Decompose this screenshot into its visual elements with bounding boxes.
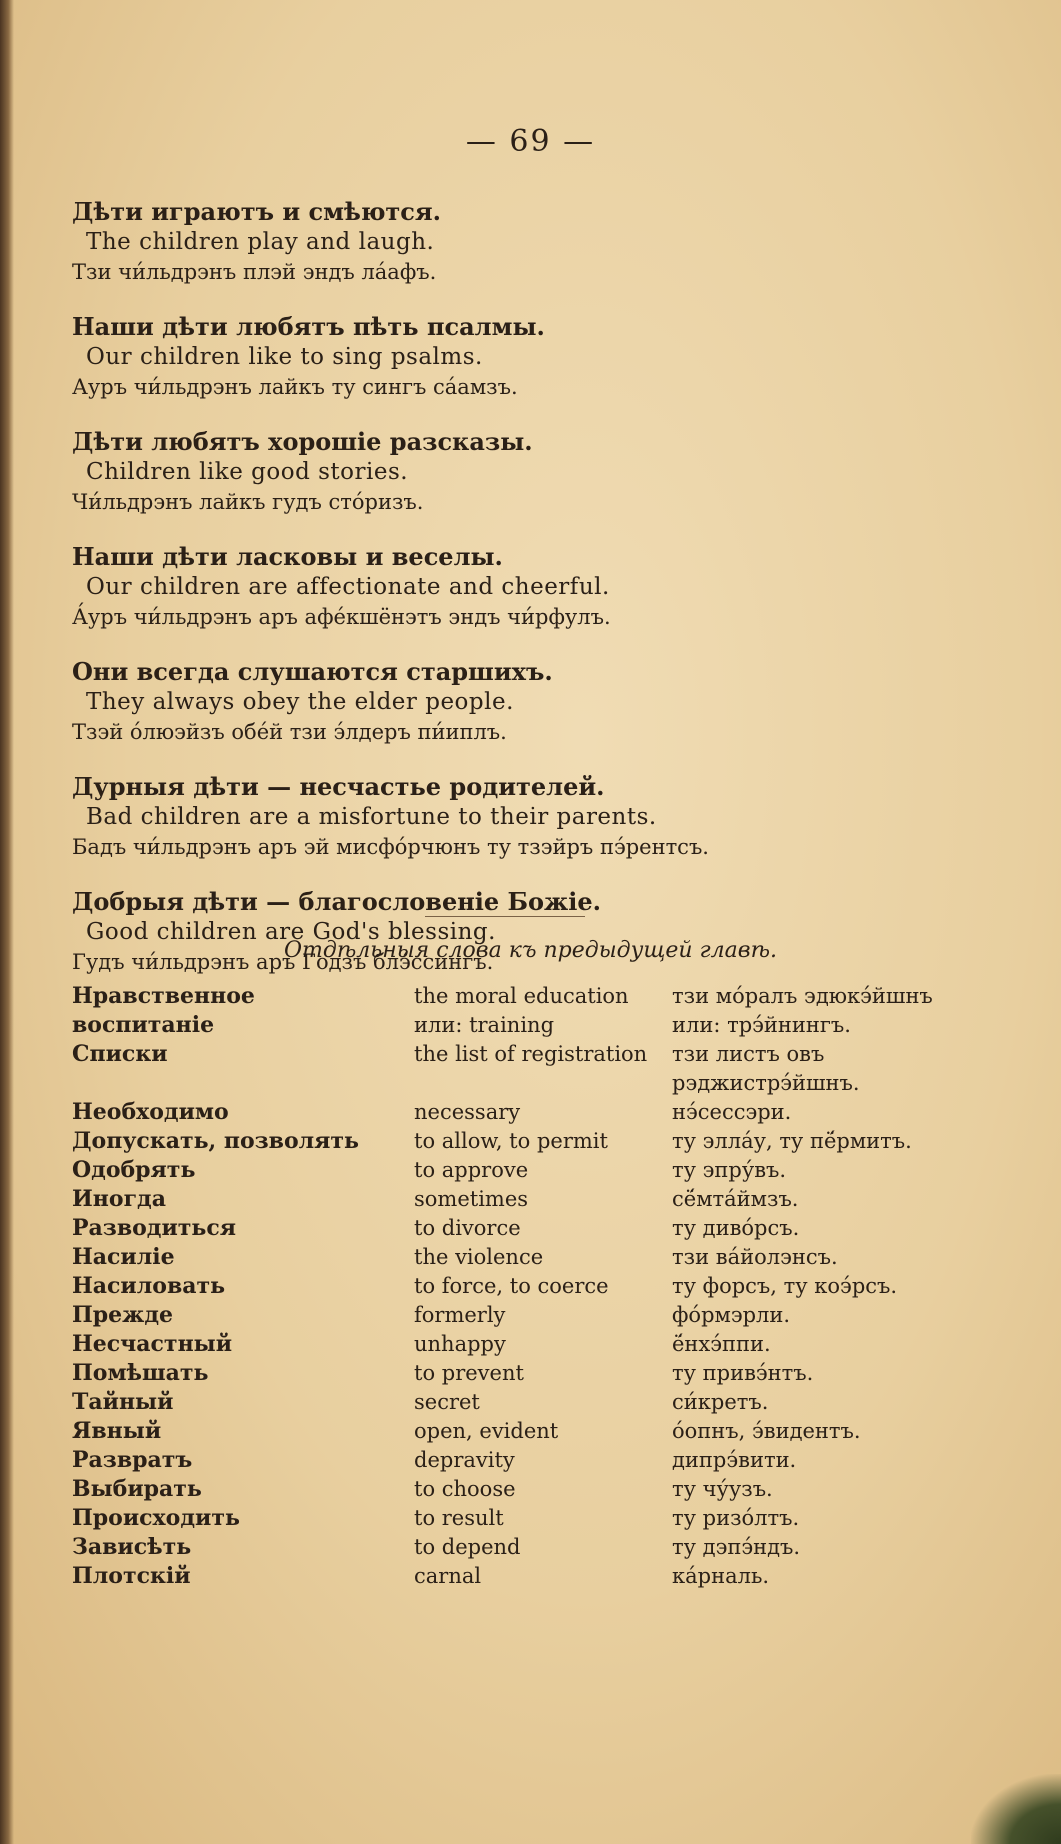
phrase-block [72,656,972,747]
phrase-english: Good children are God's blessing. [86,919,496,945]
vocab-row [72,982,952,1040]
phrase-english: Children like good stories. [86,459,409,485]
vocab-english: necessary [414,1100,521,1124]
vocab-english: the moral education или: training [414,984,629,1037]
vocab-english: the list of registration [414,1042,648,1066]
vocab-russian: Допускать, позволять [72,1128,359,1154]
phrase-russian: Дѣти любятъ хорошіе разсказы. [72,427,533,456]
corner-stain [971,1774,1061,1844]
vocab-row [72,1185,952,1214]
vocab-english: secret [414,1390,480,1414]
vocab-english: to force, to coerce [414,1274,609,1298]
phrase-block [72,311,972,402]
phrase-russian: Они всегда слушаются старшихъ. [72,657,553,686]
phrase-russian: Дурныя дѣти — несчастье родителей. [72,772,605,801]
vocab-russian: Несчастный [72,1331,233,1357]
vocab-transliteration: нэ́сессэри. [672,1100,792,1124]
vocab-russian: Развратъ [72,1447,193,1473]
phrase-block [72,771,972,862]
vocab-transliteration: дипрэ́вити. [672,1448,797,1472]
vocab-transliteration: тзи ва́йолэнсъ. [672,1245,838,1269]
vocab-english: to choose [414,1477,516,1501]
phrase-transliteration: Чи́льдрэнъ лайкъ гудъ сто́ризъ. [72,490,424,514]
vocab-english: to divorce [414,1216,521,1240]
vocab-russian: Одобрять [72,1157,196,1183]
vocab-transliteration: ту форсъ, ту коэ́рсъ. [672,1274,898,1298]
vocab-english: carnal [414,1564,482,1588]
vocab-russian: Тайный [72,1389,174,1415]
vocab-english: to prevent [414,1361,524,1385]
vocab-transliteration: сё́мта́ймзъ. [672,1187,799,1211]
vocab-russian: Зависѣть [72,1534,192,1560]
vocab-russian: Нравственное воспитаніе [72,983,255,1038]
vocab-transliteration: фо́рмэрли. [672,1303,791,1327]
vocab-russian: Прежде [72,1302,174,1328]
vocab-row [72,1156,952,1185]
vocab-row [72,1562,952,1591]
phrase-english: Bad children are a misfortune to their parents. [86,804,657,830]
vocab-row [72,1359,952,1388]
vocab-english: to approve [414,1158,529,1182]
phrase-english: Our children like to sing psalms. [86,344,483,370]
page-number: — 69 — [465,124,596,159]
phrase-block [72,541,972,632]
phrase-transliteration: Тзэй о́люэйзъ обе́й тзи э́лдеръ пи́иплъ. [72,720,507,744]
vocab-english: to allow, to permit [414,1129,608,1153]
phrase-block [72,196,972,287]
vocab-table [72,982,952,1591]
vocab-russian: Списки [72,1041,168,1067]
phrase-russian: Наши дѣти ласковы и веселы. [72,542,503,571]
vocab-row [72,1272,952,1301]
vocab-english: depravity [414,1448,515,1472]
phrase-english: Our children are affectionate and cheerful. [86,574,610,600]
vocab-transliteration: тзи листъ овъ рэджистрэ́йшнъ. [672,1042,860,1095]
vocab-russian: Необходимо [72,1099,229,1125]
vocab-heading: Отдѣльныя слова къ предыдущей главѣ. [284,938,777,963]
vocab-russian: Иногда [72,1186,166,1212]
vocab-row [72,1388,952,1417]
vocab-transliteration: си́кретъ. [672,1390,769,1414]
vocab-russian: Разводиться [72,1215,236,1241]
vocab-transliteration: ка́рналь. [672,1564,770,1588]
vocab-russian: Плотскій [72,1563,191,1589]
phrase-list [72,196,972,1001]
vocab-transliteration: ту диво́рсъ. [672,1216,800,1240]
vocab-russian: Помѣшать [72,1360,209,1386]
vocab-row [72,1533,952,1562]
vocab-english: to result [414,1506,504,1530]
phrase-block [72,426,972,517]
vocab-row [72,1243,952,1272]
vocab-transliteration: ту привэ́нтъ. [672,1361,814,1385]
vocab-transliteration: тзи мо́ралъ эдюкэ́йшнъ или: трэ́йнингъ. [672,984,933,1037]
vocab-row [72,1301,952,1330]
phrase-transliteration: А́уръ чи́льдрэнъ аръ афе́кшёнэтъ эндъ чи́рфулъ. [72,605,611,629]
phrase-transliteration: Гудъ чи́льдрэнъ аръ Годзъ блэ́ссингъ. [72,950,494,974]
vocab-russian: Явный [72,1418,162,1444]
vocab-transliteration: ту дэпэ́ндъ. [672,1535,801,1559]
phrase-transliteration: Бадъ чи́льдрэнъ аръ эй мисфо́рчюнъ ту тзэйръ пэ́рентсъ. [72,835,709,859]
vocab-russian: Насиловать [72,1273,226,1299]
vocab-transliteration: ту ризо́лтъ. [672,1506,800,1530]
phrase-block [72,886,972,977]
vocab-row [72,1098,952,1127]
phrase-russian: Наши дѣти любятъ пѣть псалмы. [72,312,545,341]
vocab-transliteration: о́опнъ, э́видентъ. [672,1419,861,1443]
vocab-transliteration: ту эпру́въ. [672,1158,787,1182]
section-divider [425,916,585,917]
phrase-english: They always obey the elder people. [86,689,514,715]
phrase-russian: Дѣти играютъ и смѣются. [72,197,441,226]
phrase-transliteration: Тзи чи́льдрэнъ плэй эндъ ла́афъ. [72,260,437,284]
phrase-transliteration: Ауръ чи́льдрэнъ лайкъ ту сингъ са́амзъ. [72,375,518,399]
vocab-row [72,1040,952,1098]
vocab-russian: Выбирать [72,1476,202,1502]
vocab-english: to depend [414,1535,521,1559]
page-spine-shadow [0,0,14,1844]
vocab-row [72,1446,952,1475]
vocab-transliteration: ту элла́у, ту пё́рмитъ. [672,1129,912,1153]
vocab-transliteration: ё́нхэ́ппи. [672,1332,771,1356]
vocab-english: formerly [414,1303,506,1327]
vocab-english: open, evident [414,1419,559,1443]
vocab-row [72,1127,952,1156]
vocab-transliteration: ту чу́узъ. [672,1477,773,1501]
vocab-russian: Происходить [72,1505,240,1531]
vocab-row [72,1214,952,1243]
vocab-english: unhappy [414,1332,506,1356]
vocab-russian: Насиліе [72,1244,175,1270]
phrase-english: The children play and laugh. [86,229,435,255]
phrase-russian: Добрыя дѣти — благословеніе Божіе. [72,887,602,916]
vocab-row [72,1475,952,1504]
vocab-row [72,1417,952,1446]
vocab-english: sometimes [414,1187,529,1211]
vocab-row [72,1330,952,1359]
vocab-row [72,1504,952,1533]
vocab-english: the violence [414,1245,544,1269]
